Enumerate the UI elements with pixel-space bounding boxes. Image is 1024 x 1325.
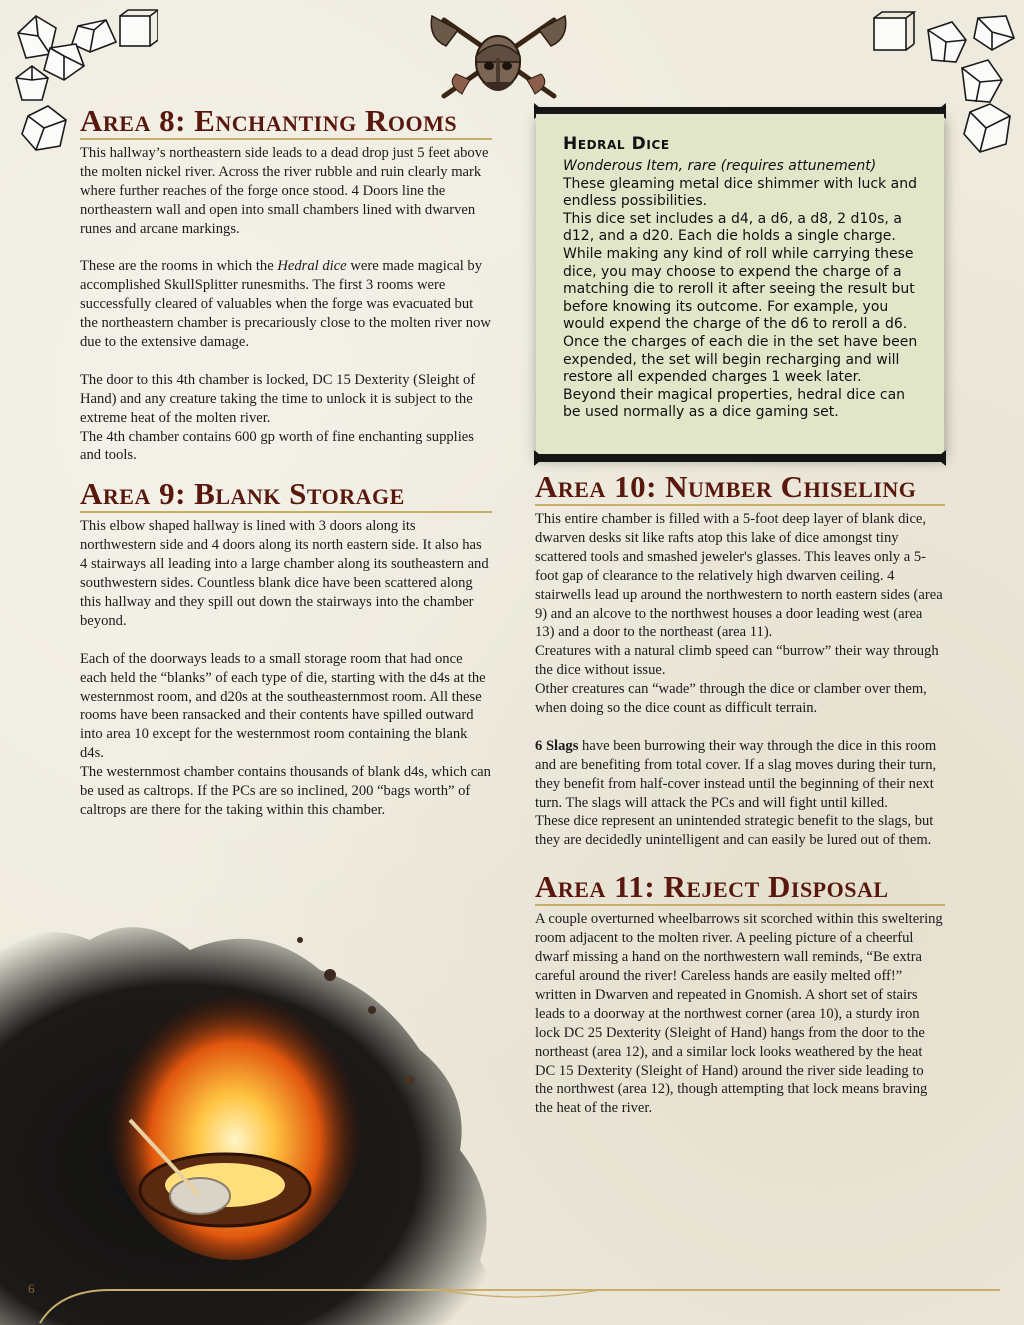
area-9-section	[80, 477, 492, 819]
area-8-p2-after: were made magical by accomplished SkullSplitter runesmiths. The first 3 rooms were successfully cleared of valuables when the forge was evacuated but the northeastern chamber is precariously close to the molten river now due to the extensive damage.	[80, 258, 491, 351]
area-11-paragraph-1: A couple overturned wheelbarrows sit scorched within this sweltering room adjacent to the molten river. A peeling picture of a cheerful dwarf missing a hand on the northwestern wall reminds, “Be extra careful around the river! Careless hands are easily melted off!” written in Dwarven and repeated in Gnomish. A short set of stairs leads to a doorway at the northwest corner (area 10), a sturdy iron lock DC 25 Dexterity (Sleight of Hand) hangs from the door to the northeast (area 12), and a similar lock looks weathered by the heat DC 15 Dexterity (Sleight of Hand) around the river side leading to the northwest (area 12), though attempting that lock means braving the heat of the river.	[535, 911, 943, 1117]
area-10-paragraph-2: Creatures with a natural climb speed can “burrow” their way through the dice without issue.	[535, 643, 939, 679]
note-line-1: These gleaming metal dice shimmer with luck and endless possibilities.	[563, 175, 917, 210]
area-10-heading: Area 10: Number Chiseling	[535, 470, 945, 506]
note-line-5: Beyond their magical properties, hedral dice can be used normally as a dice gaming set.	[563, 386, 906, 421]
area-10-paragraph-1: This entire chamber is filled with a 5-foot deep layer of blank dice, dwarven desks sit like rafts atop this lake of dice amongst tiny scattered tools and smashed jeweler's glasses. This leaves only a 5-foot gap of clearance to the relatively high dwarven ceiling. 4 stairwells lead up around the northwestern to north eastern sides (area 9) and an alcove to the northwest houses a door leading west (area 13) and a door to the northeast (area 11).	[535, 511, 943, 641]
note-line-2: This dice set includes a d4, a d6, a d8, 2 d10s, a d12, and a d20. Each die holds a single charge.	[563, 210, 902, 245]
area-11-heading: Area 11: Reject Disposal	[535, 870, 945, 906]
area-8-paragraph-1: This hallway’s northeastern side leads to a dead drop just 5 feet above the molten nickel river. Across the river rubble and ruin clearly mark where further reaches of the forge once stood. 4 Doors line the northeastern wall and open into small chambers lined with dwarven runes and arcane markings.	[80, 145, 489, 237]
area-10-paragraph-3: Other creatures can “wade” through the dice or clamber over them, when doing so the dice count as difficult terrain.	[535, 681, 927, 717]
area-10-paragraph-5: These dice represent an unintended strategic benefit to the slags, but they are decidedly unintelligent and can easily be lured out of them.	[535, 813, 934, 849]
note-bottom-bar	[536, 454, 944, 462]
slags-term: 6 Slags	[535, 737, 579, 754]
hedral-dice-note	[536, 114, 944, 456]
area-8-paragraph-2	[80, 257, 492, 352]
area-8-paragraph-4: The 4th chamber contains 600 gp worth of fine enchanting supplies and tools.	[80, 428, 474, 464]
area-8-paragraph-3: The door to this 4th chamber is locked, DC 15 Dexterity (Sleight of Hand) and any creature taking the time to unlock it is subject to the extreme heat of the molten river.	[80, 371, 476, 426]
note-title: Hedral Dice	[563, 134, 670, 154]
note-subtitle: Wonderous Item, rare (requires attunement)	[563, 158, 877, 174]
area-11-section	[535, 870, 945, 1118]
area-8-section	[80, 104, 492, 465]
footer-ornament	[0, 1260, 1024, 1325]
area-9-heading: Area 9: Blank Storage	[80, 477, 492, 513]
area-8-p2-before: These are the rooms in which the	[80, 258, 278, 275]
forge-crucible-artwork	[0, 880, 520, 1325]
crossed-axes-helmet-emblem-icon	[426, 10, 571, 102]
right-column	[535, 470, 945, 1118]
area-10-paragraph-4	[535, 737, 945, 813]
area-10-p4-rest: have been burrowing their way through the dice in this room and are benefiting from total cover. If a slag moves during their turn, they benefit from half-cover instead until the beginning of their next turn. The slags will attack the PCs and will fight until killed.	[535, 737, 937, 811]
area-9-paragraph-2: Each of the doorways leads to a small storage room that had once each held the “blanks” of each type of die, starting with the d4s at the westernmost room, and d20s at the southeasternmost room. All these rooms have been ransacked and their contents have spilled outward into area 10 except for the westernmost room containing the blank d4s.	[80, 650, 486, 762]
area-8-heading: Area 8: Enchanting Rooms	[80, 104, 492, 140]
area-10-section	[535, 470, 945, 850]
left-column	[80, 104, 492, 820]
note-line-4: Once the charges of each die in the set have been expended, the set will begin recharging and will restore all expended charges 1 week later.	[563, 333, 918, 386]
page-number: 6	[28, 1281, 35, 1296]
area-9-paragraph-3: The westernmost chamber contains thousands of blank d4s, which can be used as caltrops. If the PCs are so inclined, 200 “bags worth” of caltrops are there for the taking within this chamber.	[80, 764, 491, 818]
note-line-3: While making any kind of roll while carrying these dice, you may choose to expend the charge of a matching die to reroll it after seeing the result but before knowing its outcome. For example, you would expend the charge of the d6 to reroll a d6.	[563, 245, 915, 333]
hedral-dice-term: Hedral dice	[277, 258, 347, 275]
area-9-paragraph-1: This elbow shaped hallway is lined with 3 doors along its northwestern side and 4 doors along its north eastern side. It also has 4 stairways all leading into a large chamber along its southeastern and southwestern sides. Countless blank dice have been scattered along this hallway and they spill out down the stairways into the chamber beyond.	[80, 518, 489, 629]
